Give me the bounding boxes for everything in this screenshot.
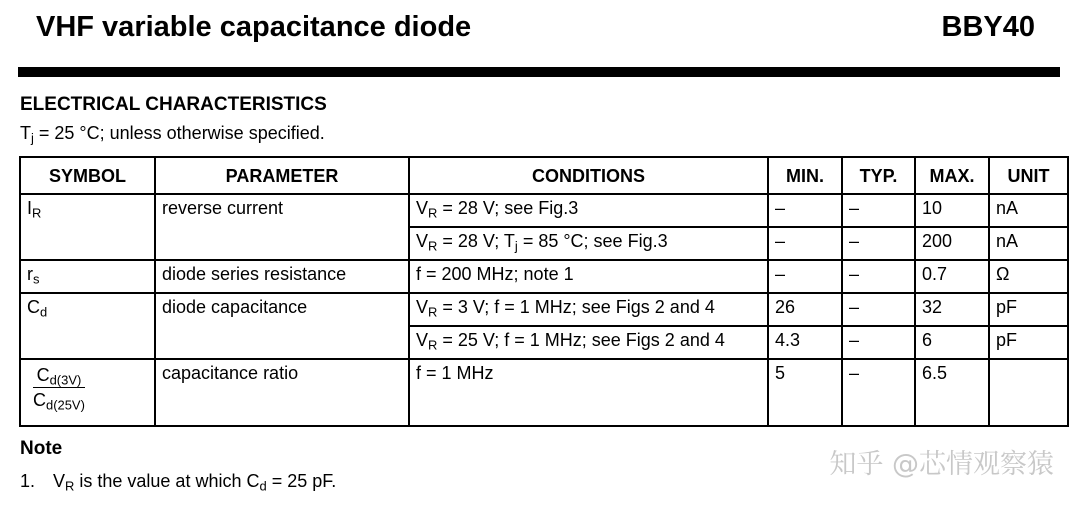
- capacitance-ratio-fraction: [33, 365, 85, 413]
- unit-cell: pF: [989, 326, 1068, 359]
- symbol-cell: $I_R$: [20, 194, 155, 227]
- typ-cell: –: [842, 260, 915, 293]
- symbol-cell: $r_s$: [20, 260, 155, 293]
- header-typ: TYP.: [842, 157, 915, 194]
- ratio-numerator: $C_{d(3V)}$: [33, 365, 85, 388]
- unit-cell: nA: [989, 227, 1068, 260]
- unit-cell: Ω: [989, 260, 1068, 293]
- test-conditions-note: [20, 121, 325, 145]
- table-row: [20, 359, 1068, 426]
- table-header-row: [20, 157, 1068, 194]
- table-row: [20, 227, 1068, 260]
- parameter-cell: diode series resistance: [155, 260, 409, 293]
- parameter-cell: diode capacitance: [155, 293, 409, 326]
- parameter-cell: reverse current: [155, 194, 409, 227]
- typ-cell: –: [842, 359, 915, 426]
- header-conditions: CONDITIONS: [409, 157, 768, 194]
- table-row: [20, 293, 1068, 326]
- parameter-cell: capacitance ratio: [155, 359, 409, 426]
- min-cell: –: [768, 227, 842, 260]
- part-number: BBY40: [941, 11, 1035, 43]
- header-parameter: PARAMETER: [155, 157, 409, 194]
- parameter-cell-continued: [155, 227, 409, 260]
- symbol-cell-continued: [20, 326, 155, 359]
- symbol-cell: $C_d$: [20, 293, 155, 326]
- note-heading: Note: [20, 438, 63, 459]
- unit-cell: nA: [989, 194, 1068, 227]
- header-symbol: SYMBOL: [20, 157, 155, 194]
- parameter-cell-continued: [155, 326, 409, 359]
- max-cell: 10: [915, 194, 989, 227]
- document-title: VHF variable capacitance diode: [36, 11, 472, 43]
- ratio-denominator: $C_{d(25V)}$: [33, 390, 85, 413]
- max-cell: 6: [915, 326, 989, 359]
- section-heading: ELECTRICAL CHARACTERISTICS: [20, 94, 327, 115]
- conditions-suffix: = 25 °C; unless otherwise specified.: [33, 123, 325, 143]
- header-unit: UNIT: [989, 157, 1068, 194]
- typ-cell: –: [842, 293, 915, 326]
- max-cell: 0.7: [915, 260, 989, 293]
- header-max: MAX.: [915, 157, 989, 194]
- note-item: 1. $V_R$ is the value at which $C_d = 25$ pF.: [20, 471, 337, 494]
- table-row: [20, 260, 1068, 293]
- conditions-cell: $V_R = 3$ V; f = 1 MHz; see Figs 2 and 4: [409, 293, 768, 326]
- header-min: MIN.: [768, 157, 842, 194]
- typ-cell: –: [842, 326, 915, 359]
- min-cell: 26: [768, 293, 842, 326]
- conditions-cell: $V_R = 28$ V; $T_j = 85$ °C; see Fig.3: [409, 227, 768, 260]
- symbol-cell-ratio: [20, 359, 155, 426]
- conditions-cell: $V_R = 28$ V; see Fig.3: [409, 194, 768, 227]
- min-cell: –: [768, 260, 842, 293]
- symbol-cell-continued: [20, 227, 155, 260]
- max-cell: 6.5: [915, 359, 989, 426]
- conditions-cell: f = 1 MHz: [409, 359, 768, 426]
- min-cell: 5: [768, 359, 842, 426]
- table-row: [20, 194, 1068, 227]
- min-cell: –: [768, 194, 842, 227]
- conditions-subscript: j: [31, 130, 34, 146]
- typ-cell: –: [842, 194, 915, 227]
- unit-cell: [989, 359, 1068, 426]
- max-cell: 200: [915, 227, 989, 260]
- max-cell: 32: [915, 293, 989, 326]
- table-row: [20, 326, 1068, 359]
- note-number: 1.: [20, 471, 36, 491]
- typ-cell: –: [842, 227, 915, 260]
- conditions-cell: f = 200 MHz; note 1: [409, 260, 768, 293]
- conditions-cell: $V_R = 25$ V; f = 1 MHz; see Figs 2 and 4: [409, 326, 768, 359]
- title-rule: [18, 67, 1060, 77]
- conditions-prefix: T: [20, 123, 31, 143]
- min-cell: 4.3: [768, 326, 842, 359]
- watermark: 知乎 @芯情观察猿: [829, 449, 1054, 480]
- electrical-characteristics-table: [19, 156, 1069, 427]
- unit-cell: pF: [989, 293, 1068, 326]
